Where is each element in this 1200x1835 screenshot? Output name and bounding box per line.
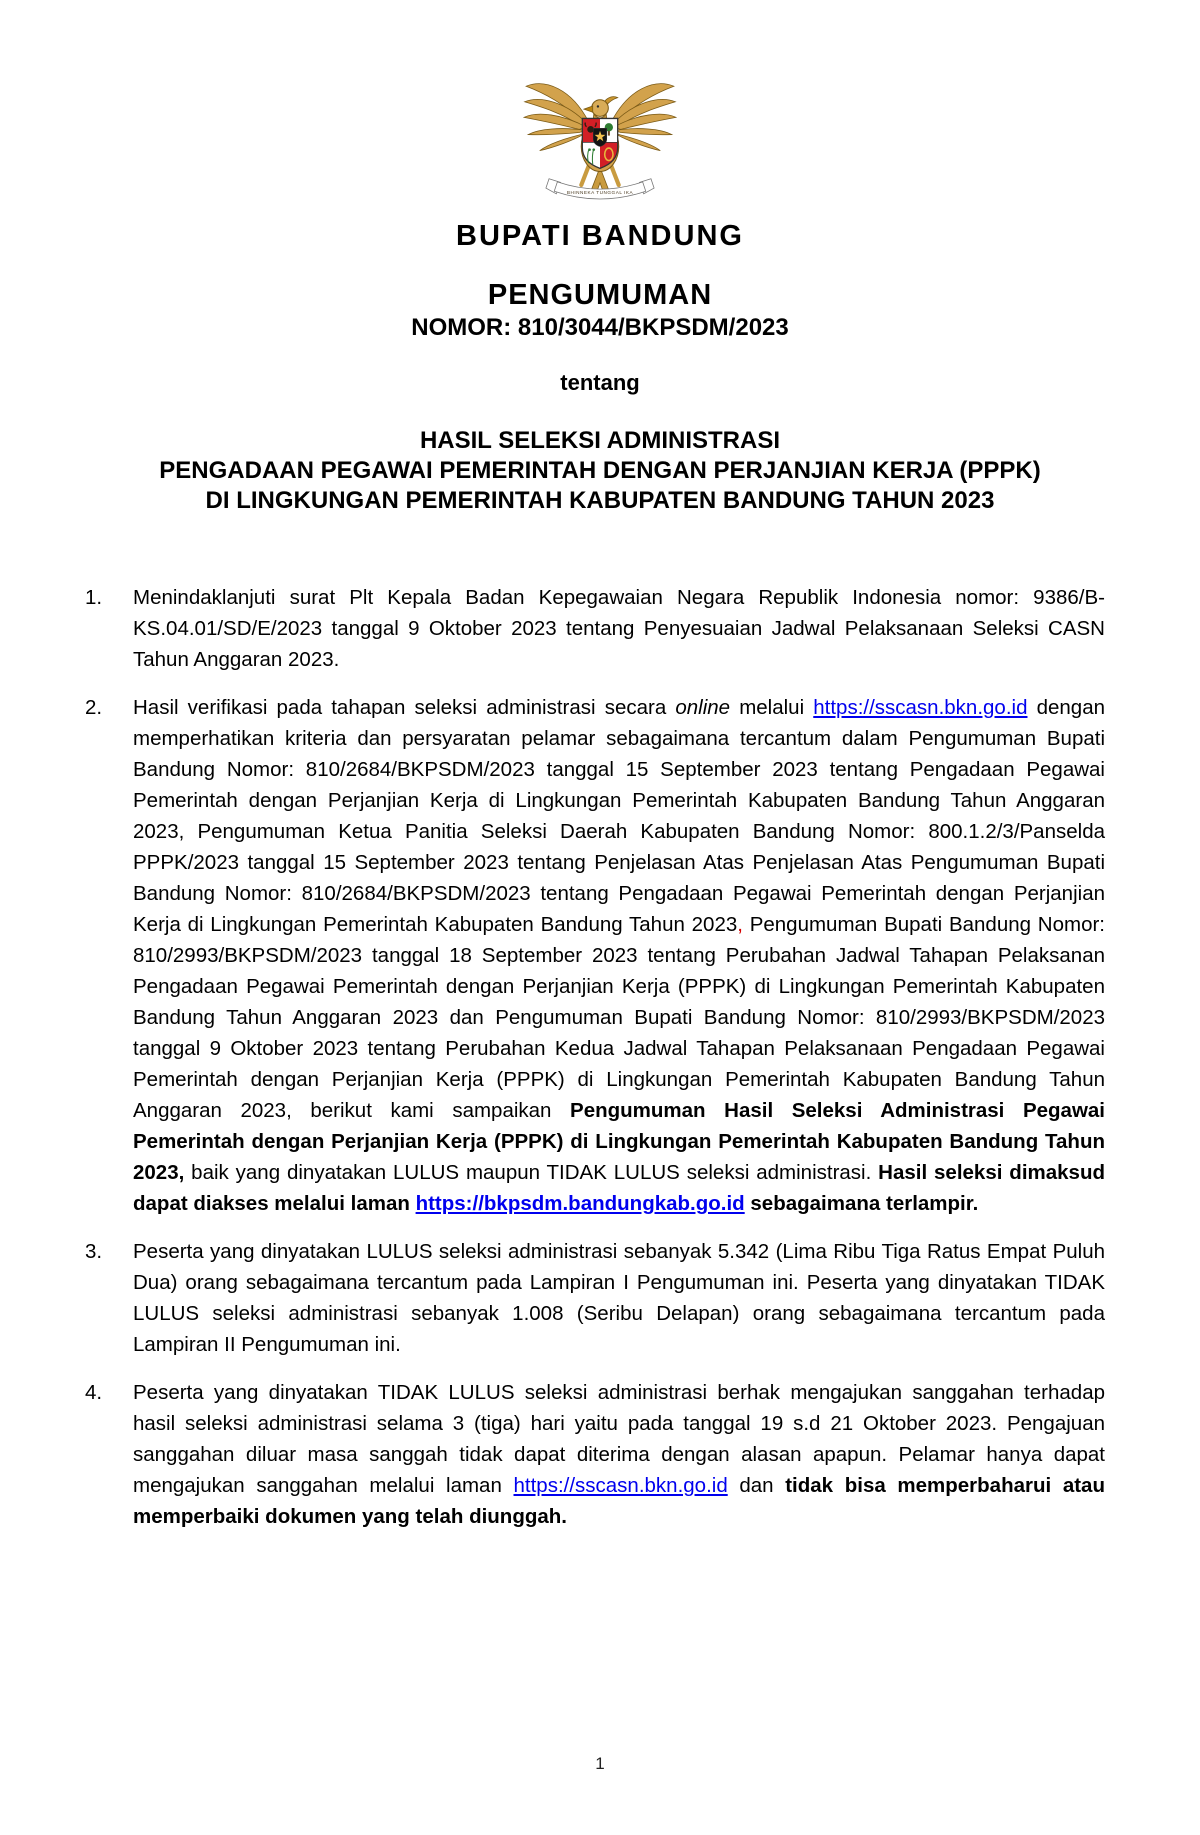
hyperlink[interactable]: https://sscasn.bkn.go.id <box>813 696 1028 719</box>
subject-title <box>0 426 1200 516</box>
text-segment: online <box>675 696 731 719</box>
pancasila-shield <box>582 118 617 169</box>
text-segment: Menindaklanjuti surat Plt Kepala Badan Kepegawaian Negara Republik Indonesia nomor: 9386/B-KS.04.01/SD/E/2023 tanggal 9 Oktober 2023 tentang Penyesuaian Jadwal Pelaksanaan Seleksi CASN Tahun Anggaran 2023. <box>133 586 1105 671</box>
text-segment: Peserta yang dinyatakan LULUS seleksi administrasi sebanyak 5.342 (Lima Ribu Tiga Ratus Empat Puluh Dua) orang sebagaimana tercantum pada Lampiran I Pengumuman ini. Peserta yang dinyatakan TIDAK LULUS seleksi administrasi sebanyak 1.008 (Seribu Delapan) orang sebagaimana tercantum pada Lampiran II Pengumuman ini. <box>133 1240 1105 1356</box>
item-number: 1. <box>85 586 103 609</box>
item-text <box>133 586 1105 671</box>
text-segment: tidak bisa memperbaharui atau memperbaiki dokumen yang telah diunggah. <box>133 1474 1105 1528</box>
hyperlink[interactable]: https://sscasn.bkn.go.id <box>513 1474 728 1497</box>
page-number: 1 <box>595 1754 605 1773</box>
banner-motto: BHINNEKA TUNGGAL IKA <box>566 189 634 195</box>
hyperlink[interactable]: https://bkpsdm.bandungkab.go.id <box>415 1192 745 1215</box>
subject-line-1: HASIL SELEKSI ADMINISTRASI <box>419 427 781 454</box>
numbered-item-1 <box>85 582 1105 675</box>
text-segment: sebagaimana terlampir. <box>744 1192 979 1215</box>
item-number: 4. <box>85 1381 103 1404</box>
numbered-item-4 <box>85 1377 1105 1532</box>
text-segment: Hasil verifikasi pada tahapan seleksi administrasi secara <box>133 696 676 719</box>
text-segment: Pengumuman Bupati Bandung Nomor: 810/2993/BKPSDM/2023 tanggal 18 September 2023 tentang Perubahan Jadwal Tahapan Pelaksanan Pengadaan Pegawai Pemerintah dengan Perjanjian Kerja (PPPK) di Lingkungan Pemerintah Kabupaten Bandung Tahun Anggaran 2023 dan Pengumuman Bupati Bandung Nomor: 810/2993/BKPSDM/2023 tanggal 9 Oktober 2023 tentang Perubahan Kedua Jadwal Tahapan Pelaksanaan Pengadaan Pegawai Pemerintah dengan Perjanjian Kerja (PPPK) di Lingkungan Pemerintah Kabupaten Bandung Tahun Anggaran 2023, berikut kami sampaikan <box>133 913 1105 1122</box>
items-list <box>85 582 1105 1532</box>
garuda-pancasila-emblem <box>522 60 678 206</box>
text-segment: , <box>737 913 743 936</box>
numbered-item-2 <box>85 692 1105 1219</box>
item-number: 3. <box>85 1240 103 1263</box>
item-text <box>133 1240 1105 1356</box>
text-segment: Peserta yang dinyatakan TIDAK LULUS seleksi administrasi berhak mengajukan sanggahan terhadap hasil seleksi administrasi selama 3 (tiga) hari yaitu pada tanggal 19 s.d 21 Oktober 2023. Pengajuan sanggahan diluar masa sanggah tidak dapat diterima dengan alasan apapun. Pelamar hanya dapat mengajukan sanggahan melalui laman <box>133 1381 1105 1497</box>
issuer-title: BUPATI BANDUNG <box>456 220 744 252</box>
document-number: NOMOR: 810/3044/BKPSDM/2023 <box>411 314 789 341</box>
text-segment: melalui <box>730 696 814 719</box>
about-label: tentang <box>560 370 640 395</box>
garuda-leg <box>581 166 588 185</box>
garuda-leg <box>611 166 618 185</box>
item-text <box>133 1381 1105 1528</box>
star-shield-icon <box>593 128 607 146</box>
text-segment: Pengumuman Hasil Seleksi Administrasi Pegawai Pemerintah dengan Perjanjian Kerja (PPPK) di Lingkungan Pemerintah Kabupaten Bandung Tahun 2023, <box>133 1099 1105 1184</box>
subject-line-2: PENGADAAN PEGAWAI PEMERINTAH DENGAN PERJANJIAN KERJA (PPPK) <box>159 457 1041 484</box>
text-segment: dan <box>727 1474 786 1497</box>
numbered-item-3 <box>85 1236 1105 1360</box>
text-segment: Hasil seleksi dimaksud dapat diakses melalui laman <box>133 1161 1105 1215</box>
subject-line-3: DI LINGKUNGAN PEMERINTAH KABUPATEN BANDUNG TAHUN 2023 <box>205 487 995 514</box>
item-number: 2. <box>85 696 103 719</box>
text-segment: baik yang dinyatakan LULUS maupun TIDAK LULUS seleksi administrasi. <box>184 1161 879 1184</box>
item-text <box>133 696 1105 1215</box>
text-segment: dengan memperhatikan kriteria dan persyaratan pelamar sebagaimana tercantum dalam Pengumuman Bupati Bandung Nomor: 810/2684/BKPSDM/2023 tanggal 15 September 2023 tentang Pengadaan Pegawai Pemerintah dengan Perjanjian Kerja di Lingkungan Pemerintah Kabupaten Bandung Tahun Anggaran 2023, Pengumuman Ketua Panitia Seleksi Daerah Kabupaten Bandung Nomor: 800.1.2/3/Panselda PPPK/2023 tanggal 15 September 2023 tentang Penjelasan Atas Penjelasan Atas Pengumuman Bupati Bandung Nomor: 810/2684/BKPSDM/2023 tentang Pengadaan Pegawai Pemerintah dengan Perjanjian Kerja di Lingkungan Pemerintah Kabupaten Bandung Tahun 2023 <box>133 696 1106 936</box>
document-type-title: PENGUMUMAN <box>487 279 713 311</box>
